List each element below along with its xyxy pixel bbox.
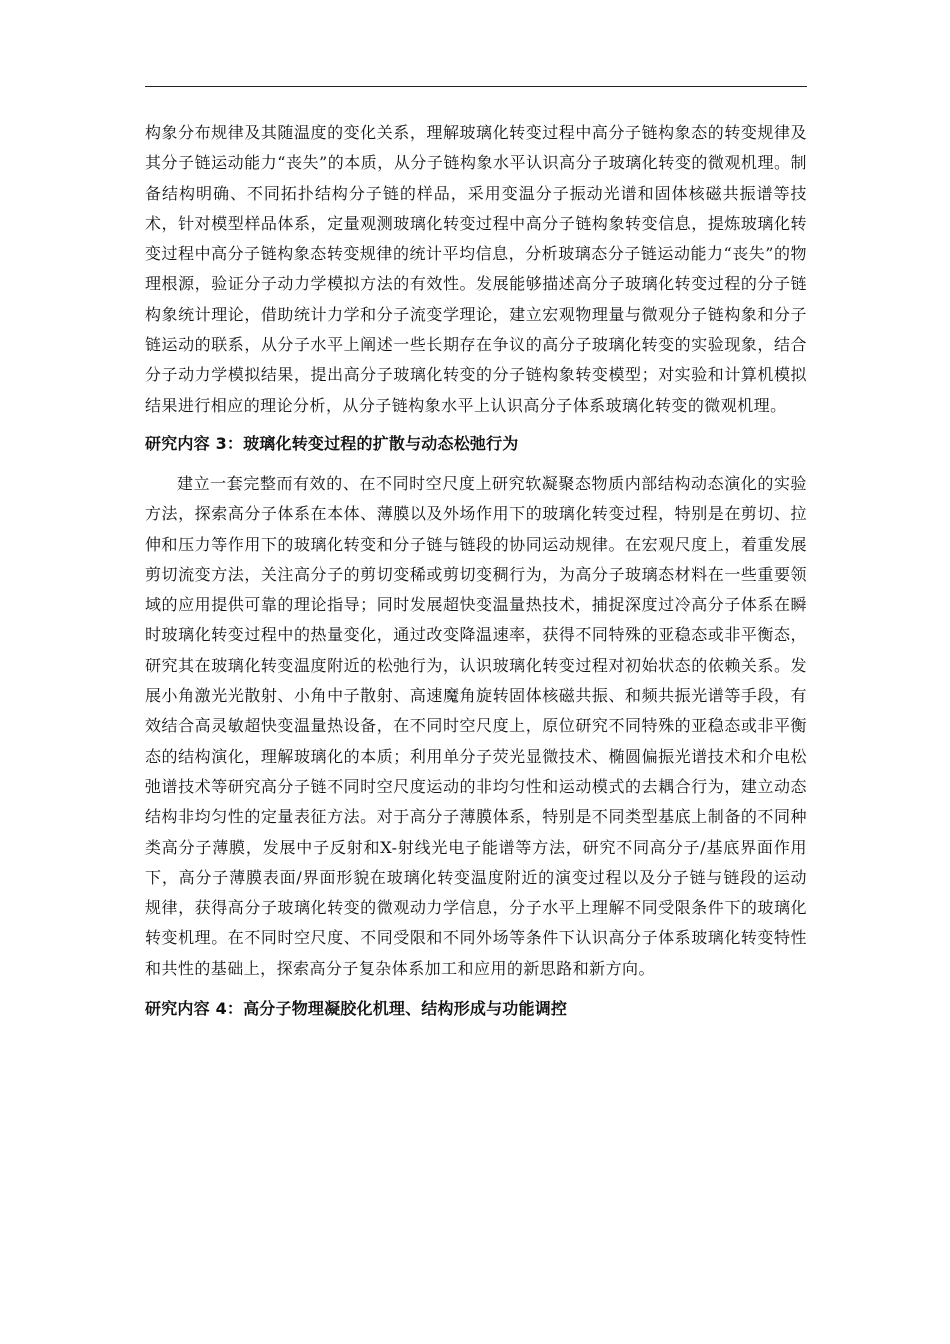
section-heading-research-content-4: 研究内容 4：高分子物理凝胶化机理、结构形成与功能调控 <box>145 999 568 1019</box>
header-rule <box>145 86 807 87</box>
page-content <box>145 118 807 1034</box>
paragraph-research-content-3: 建立一套完整而有效的、在不同时空尺度上研究软凝聚态物质内部结构动态演化的实验方法，探索高分子体系在本体、薄膜以及外场作用下的玻璃化转变过程，特别是在剪切、拉伸和压力等作用下的玻璃化转变和分子链与链段的协同运动规律。在宏观尺度上，着重发展剪切流变方法，关注高分子的剪切变稀或剪切变稠行为，为高分子玻璃态材料在一些重要领域的应用提供可靠的理论指导；同时发展超快变温量热技术，捕捉深度过冷高分子体系在瞬时玻璃化转变过程中的热量变化，通过改变降温速率，获得不同特殊的亚稳态或非平衡态，研究其在玻璃化转变温度附近的松弛行为，认识玻璃化转变过程对初始状态的依赖关系。发展小角激光光散射、小角中子散射、高速魔角旋转固体核磁共振、和频共振光谱等手段，有效结合高灵敏超快变温量热设备，在不同时空尺度上，原位研究不同特殊的亚稳态或非平衡态的结构演化，理解玻璃化的本质；利用单分子荧光显微技术、椭圆偏振光谱技术和介电松弛谱技术等研究高分子链不同时空尺度运动的非均匀性和运动模式的去耦合行为，建立动态结构非均匀性的定量表征方法。对于高分子薄膜体系，特别是不同类型基底上制备的不同种类高分子薄膜，发展中子反射和X-射线光电子能谱等方法，研究不同高分子/基底界面作用下，高分子薄膜表面/界面形貌在玻璃化转变温度附近的演变过程以及分子链与链段的运动规律，获得高分子玻璃化转变的微观动力学信息，分子水平上理解不同受限条件下的玻璃化转变机理。在不同时空尺度、不同受限和不同外场等条件下认识高分子体系玻璃化转变特性和共性的基础上，探索高分子复杂体系加工和应用的新思路和新方向。 <box>145 473 807 978</box>
paragraph-continuation: 构象分布规律及其随温度的变化关系，理解玻璃化转变过程中高分子链构象态的转变规律及其分子链运动能力“丧失”的本质，从分子链构象水平认识高分子玻璃化转变的微观机理。制备结构明确、不同拓扑结构分子链的样品，采用变温分子振动光谱和固体核磁共振谱等技术，针对模型样品体系，定量观测玻璃化转变过程中高分子链构象转变信息，提炼玻璃化转变过程中高分子链构象态转变规律的统计平均信息，分析玻璃态分子链运动能力“丧失”的物理根源，验证分子动力学模拟方法的有效性。发展能够描述高分子玻璃化转变过程的分子链构象统计理论，借助统计力学和分子流变学理论，建立宏观物理量与微观分子链构象和分子链运动的联系，从分子水平上阐述一些长期存在争议的高分子玻璃化转变的实验现象，结合分子动力学模拟结果，提出高分子玻璃化转变的分子链构象转变模型；对实验和计算机模拟结果进行相应的理论分析，从分子链构象水平上认识高分子体系玻璃化转变的微观机理。 <box>145 123 807 415</box>
section-heading-research-content-3: 研究内容 3：玻璃化转变过程的扩散与动态松弛行为 <box>145 433 519 453</box>
